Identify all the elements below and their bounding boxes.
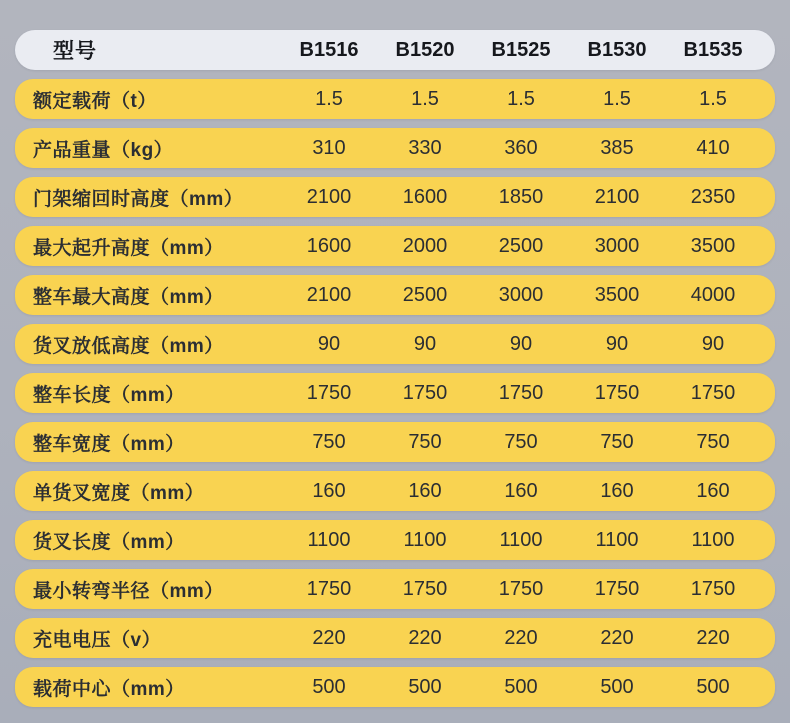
spec-row — [15, 569, 775, 609]
spec-value-cell: 1.5 — [411, 87, 439, 110]
spec-value-cell: 500 — [600, 675, 634, 698]
spec-row — [15, 471, 775, 511]
spec-value-cell: 90 — [509, 332, 533, 355]
spec-row-label: 货叉长度（mm） — [33, 531, 185, 553]
spec-value-cell: 750 — [696, 430, 730, 453]
spec-value-cell: 3500 — [594, 283, 640, 306]
spec-value-cell: 2100 — [306, 283, 352, 306]
spec-value-cell: 90 — [413, 332, 437, 355]
spec-row-label: 额定载荷（t） — [33, 90, 157, 112]
spec-value-cell: 220 — [504, 626, 538, 649]
spec-value-cell: 750 — [408, 430, 442, 453]
spec-row — [15, 79, 775, 119]
spec-value-cell: 220 — [408, 626, 442, 649]
spec-row-label: 充电电压（v） — [33, 629, 162, 651]
spec-value-cell: 220 — [600, 626, 634, 649]
spec-value-cell: 1.5 — [699, 87, 727, 110]
spec-value-cell: 2500 — [498, 234, 544, 257]
spec-value-cell: 1850 — [498, 185, 544, 208]
spec-value-cell: 750 — [312, 430, 346, 453]
spec-row — [15, 422, 775, 462]
spec-value-cell: 1600 — [402, 185, 448, 208]
spec-value-cell: 160 — [600, 479, 634, 502]
model-header-cell: B1516 — [299, 38, 359, 61]
spec-row — [15, 324, 775, 364]
spec-value-cell: 385 — [600, 136, 634, 159]
spec-row — [15, 373, 775, 413]
header-model-label: 型号 — [53, 40, 97, 63]
spec-row-label: 载荷中心（mm） — [33, 678, 185, 700]
spec-value-cell: 310 — [312, 136, 346, 159]
spec-row-label: 门架缩回时高度（mm） — [33, 188, 244, 210]
spec-value-cell: 1750 — [594, 381, 640, 404]
spec-value-cell: 160 — [504, 479, 538, 502]
spec-value-cell: 1750 — [594, 577, 640, 600]
model-header-cell: B1525 — [491, 38, 551, 61]
spec-value-cell: 160 — [312, 479, 346, 502]
spec-value-cell: 1750 — [402, 381, 448, 404]
spec-value-cell: 2350 — [690, 185, 736, 208]
spec-value-cell: 500 — [504, 675, 538, 698]
spec-value-cell: 750 — [504, 430, 538, 453]
spec-value-cell: 1750 — [690, 381, 736, 404]
spec-value-cell: 500 — [408, 675, 442, 698]
spec-value-cell: 1100 — [499, 528, 543, 551]
spec-value-cell: 360 — [504, 136, 538, 159]
spec-value-cell: 410 — [696, 136, 730, 159]
spec-value-cell: 160 — [408, 479, 442, 502]
spec-row-label: 整车最大高度（mm） — [33, 286, 224, 308]
spec-row-label: 货叉放低高度（mm） — [33, 335, 224, 357]
spec-value-cell: 1.5 — [315, 87, 343, 110]
spec-value-cell: 3000 — [594, 234, 640, 257]
spec-value-cell: 2000 — [402, 234, 448, 257]
spec-value-cell: 1600 — [306, 234, 352, 257]
spec-value-cell: 1100 — [307, 528, 351, 551]
spec-value-cell: 220 — [312, 626, 346, 649]
spec-value-cell: 2100 — [306, 185, 352, 208]
spec-row — [15, 177, 775, 217]
spec-value-cell: 500 — [312, 675, 346, 698]
spec-value-cell: 90 — [605, 332, 629, 355]
spec-value-cell: 1100 — [595, 528, 639, 551]
spec-value-cell: 90 — [701, 332, 725, 355]
spec-value-cell: 3500 — [690, 234, 736, 257]
spec-value-cell: 1.5 — [603, 87, 631, 110]
model-header-cell: B1520 — [395, 38, 455, 61]
spec-row — [15, 667, 775, 707]
spec-row-label: 产品重量（kg） — [33, 139, 174, 161]
spec-value-cell: 1750 — [306, 381, 352, 404]
spec-row-label: 单货叉宽度（mm） — [33, 482, 205, 504]
spec-value-cell: 220 — [696, 626, 730, 649]
spec-value-cell: 1100 — [691, 528, 735, 551]
spec-row — [15, 520, 775, 560]
spec-value-cell: 330 — [408, 136, 442, 159]
spec-value-cell: 2500 — [402, 283, 448, 306]
spec-value-cell: 160 — [696, 479, 730, 502]
spec-row-label: 最大起升高度（mm） — [33, 237, 224, 259]
table-header-row — [15, 30, 775, 70]
spec-value-cell: 4000 — [690, 283, 736, 306]
spec-value-cell: 1750 — [402, 577, 448, 600]
spec-row-label: 整车长度（mm） — [33, 384, 185, 406]
spec-value-cell: 750 — [600, 430, 634, 453]
spec-table — [15, 30, 775, 707]
model-header-cell: B1530 — [587, 38, 647, 61]
spec-value-cell: 1750 — [306, 577, 352, 600]
spec-row — [15, 618, 775, 658]
spec-value-cell: 500 — [696, 675, 730, 698]
spec-row-label: 最小转弯半径（mm） — [33, 580, 224, 602]
spec-row — [15, 128, 775, 168]
spec-value-cell: 90 — [317, 332, 341, 355]
spec-value-cell: 1100 — [403, 528, 447, 551]
spec-row — [15, 226, 775, 266]
model-header-cell: B1535 — [683, 38, 743, 61]
spec-value-cell: 1.5 — [507, 87, 535, 110]
spec-value-cell: 1750 — [498, 381, 544, 404]
spec-value-cell: 2100 — [594, 185, 640, 208]
spec-value-cell: 1750 — [690, 577, 736, 600]
spec-row-label: 整车宽度（mm） — [33, 433, 185, 455]
spec-value-cell: 3000 — [498, 283, 544, 306]
spec-value-cell: 1750 — [498, 577, 544, 600]
spec-row — [15, 275, 775, 315]
